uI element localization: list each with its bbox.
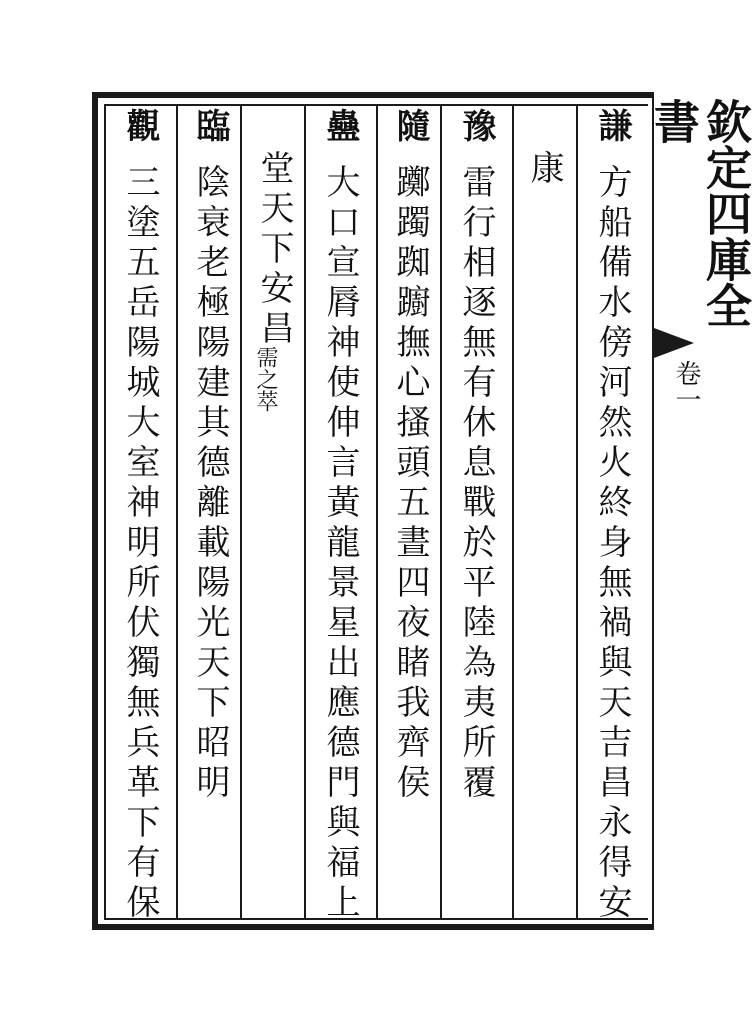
- column-lin: [178, 108, 242, 804]
- verse-text: 陰衰老極陽建其德離載陽光天下昭明: [190, 164, 230, 804]
- spine-title: 欽定四庫全書: [647, 98, 753, 328]
- annotation-note: 需之萃: [253, 346, 278, 412]
- verse-text: 方船備水傍河然火終身無禍與天吉昌永得安: [592, 164, 632, 924]
- verse-text: 雷行相逐無有休息戰於平陸為夷所覆: [456, 164, 496, 804]
- column-rule: [512, 106, 514, 918]
- hexagram-heading: 謙: [592, 108, 632, 142]
- spine-volume: 卷一: [671, 360, 701, 412]
- verse-text: 三塗五岳陽城大室神明所伏獨無兵革下有保: [120, 164, 160, 924]
- column-qian: [580, 108, 644, 924]
- column-sui: [378, 108, 442, 804]
- verse-text: 大口宣脣神使伸言黃龍景星出應德門與福上: [320, 164, 360, 924]
- hexagram-heading: 隨: [390, 108, 430, 142]
- column-guan: [108, 108, 172, 924]
- column-rule: [576, 106, 578, 918]
- verse-text: 康: [524, 150, 564, 190]
- column-kang: [512, 150, 576, 190]
- verse-text: 堂天下安昌: [254, 150, 294, 350]
- column-tang: [242, 150, 306, 350]
- hexagram-heading: 臨: [190, 108, 230, 142]
- column-yu: [444, 108, 508, 804]
- verse-text: 躑躅踟躕撫心搔頭五晝四夜睹我齊侯: [390, 164, 430, 804]
- column-gu: [308, 108, 372, 924]
- hexagram-heading: 觀: [120, 108, 160, 142]
- hexagram-heading: 豫: [456, 108, 496, 142]
- hexagram-heading: 蠱: [320, 108, 360, 142]
